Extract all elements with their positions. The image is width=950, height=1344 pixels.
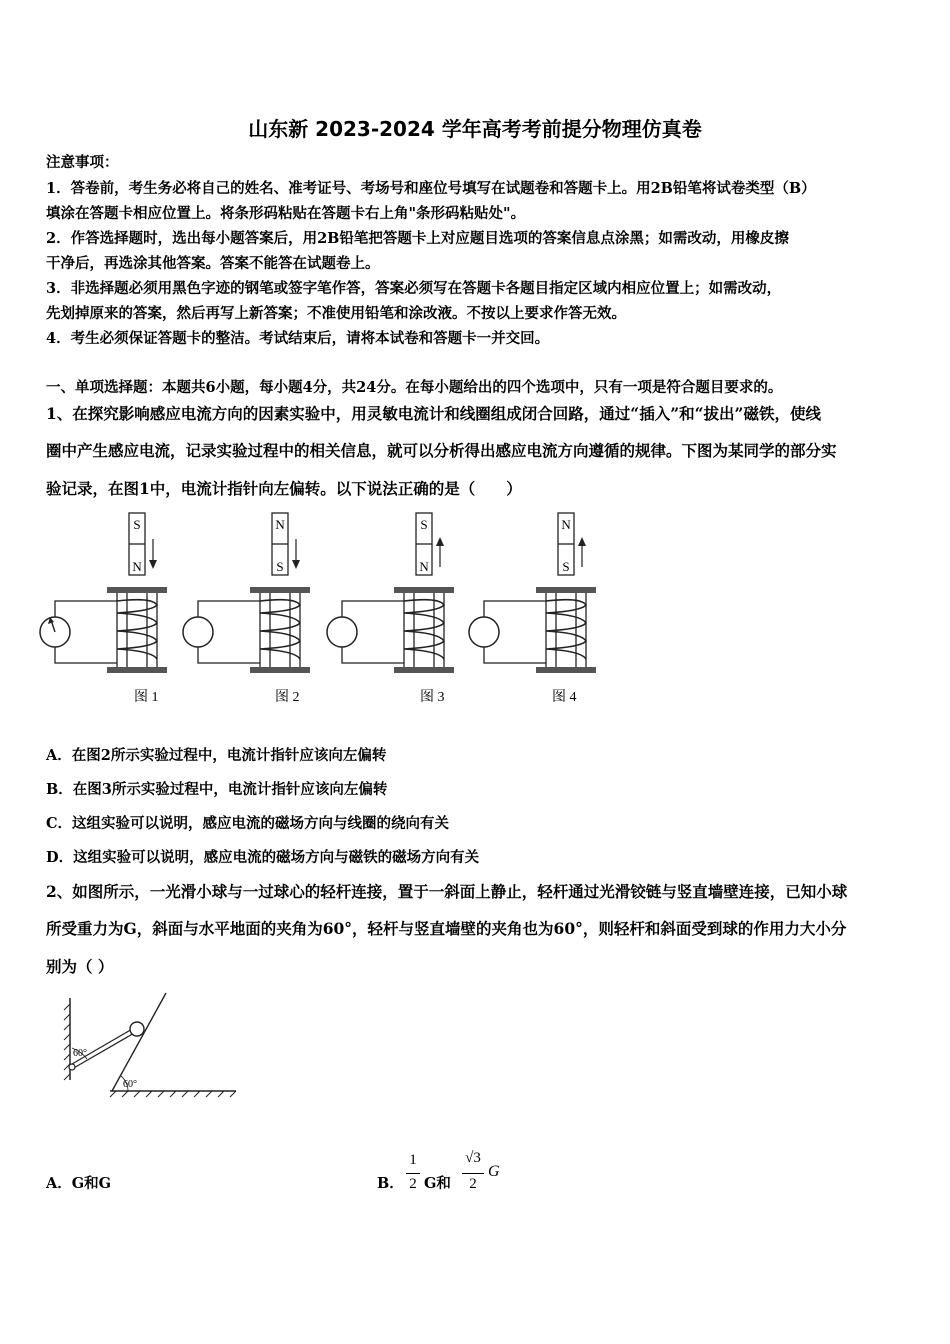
question-1-text: 验记录，在图1中，电流计指针向左偏转。以下说法正确的是（ ） [46, 479, 522, 498]
figure-3-bottom-pole: N [419, 559, 429, 574]
question-2-option-a: A．G和G [46, 1175, 112, 1192]
option-b-fraction-1-denominator: 2 [409, 1176, 417, 1192]
question-1-option-b: B．在图3所示实验过程中，电流计指针应该向左偏转 [46, 781, 388, 798]
figure-4 [469, 513, 596, 673]
notice-line: 1．答卷前，考生务必将自己的姓名、准考证号、考场号和座位号填写在试题卷和答题卡上。用2B铅笔将试卷类型（B） [46, 180, 816, 197]
figure-4-top-pole: N [561, 517, 571, 532]
question-2-option-b-middle: G和 [424, 1175, 451, 1192]
question-1-text: 圈中产生感应电流，记录实验过程中的相关信息，就可以分析得出感应电流方向遵循的规律。下图为某同学的部分实 [46, 441, 837, 460]
figure-1-bottom-pole: N [132, 559, 142, 574]
figure-3-label: 图 3 [420, 690, 445, 705]
wall-angle-label: 60° [73, 1048, 87, 1059]
figure-4-label: 图 4 [552, 690, 577, 705]
notice-line: 先划掉原来的答案，然后再写上新答案；不准使用铅笔和涂改液。不按以上要求作答无效。 [46, 305, 626, 322]
question-1-option-a: A．在图2所示实验过程中，电流计指针应该向左偏转 [46, 747, 387, 764]
notice-line: 3．非选择题必须用黑色字迹的钢笔或签字笔作答，答案必须写在答题卡各题目指定区域内相应位置上；如需改动， [46, 280, 782, 297]
option-b-fraction-1-numerator: 1 [409, 1152, 417, 1168]
notice-line: 填涂在答题卡相应位置上。将条形码粘贴在答题卡右上角"条形码粘贴处"。 [46, 205, 526, 222]
figure-1-top-pole: S [133, 517, 141, 532]
figure-2 [183, 513, 310, 673]
question-1-option-c: C．这组实验可以说明，感应电流的磁场方向与线圈的绕向有关 [46, 815, 450, 832]
incline-angle-label: 60° [123, 1079, 137, 1090]
figure-4-bottom-pole: S [562, 559, 570, 574]
figure-3 [327, 513, 454, 673]
page-title: 山东新 2023-2024 学年高考考前提分物理仿真卷 [248, 117, 702, 141]
coil-experiment-figures [0, 505, 950, 715]
question-2-text: 所受重力为G，斜面与水平地面的夹角为60°，轻杆与竖直墙壁的夹角也为60°，则轻杆和斜面受到球的作用力大小分 [46, 919, 847, 938]
notice-line: 4．考生必须保证答题卡的整洁。考试结束后，请将本试卷和答题卡一并交回。 [46, 330, 550, 347]
notice-line: 2．作答选择题时，选出每小题答案后，用2B铅笔把答题卡上对应题目选项的答案信息点涂黑；如需改动，用橡皮擦 [46, 230, 789, 247]
section-heading: 一、单项选择题：本题共6小题，每小题4分，共24分。在每小题给出的四个选项中，只有一项是符合题目要求的。 [46, 379, 783, 396]
question-2-text: 2、如图所示，一光滑小球与一过球心的轻杆连接，置于一斜面上静止，轻杆通过光滑铰链与竖直墙壁连接，已知小球 [46, 882, 848, 901]
option-b-fraction-1-bar [406, 1173, 420, 1174]
figure-1-label: 图 1 [134, 690, 159, 705]
option-b-fraction-2-numerator: √3 [465, 1150, 481, 1166]
question-2-option-b-end: G [488, 1163, 500, 1180]
notice-heading: 注意事项： [46, 154, 119, 171]
option-b-fraction-2-denominator: 2 [469, 1176, 477, 1192]
question-2-option-b-prefix: B． [377, 1175, 404, 1192]
question-1-option-d: D．这组实验可以说明，感应电流的磁场方向与磁铁的磁场方向有关 [46, 849, 480, 866]
question-2-text: 别为（ ） [46, 957, 114, 976]
notice-line: 干净后，再选涂其他答案。答案不能答在试题卷上。 [46, 255, 380, 272]
figure-3-top-pole: S [420, 517, 428, 532]
figure-2-bottom-pole: S [276, 559, 284, 574]
figure-2-top-pole: N [275, 517, 285, 532]
figure-1 [40, 513, 167, 673]
question-1-text: 1、在探究影响感应电流方向的因素实验中，用灵敏电流计和线圈组成闭合回路，通过“插入”和“拔出”磁铁，使线 [46, 404, 821, 423]
incline-rod-figure [60, 990, 250, 1102]
option-b-fraction-2-bar [462, 1173, 484, 1174]
figure-2-label: 图 2 [275, 690, 300, 705]
